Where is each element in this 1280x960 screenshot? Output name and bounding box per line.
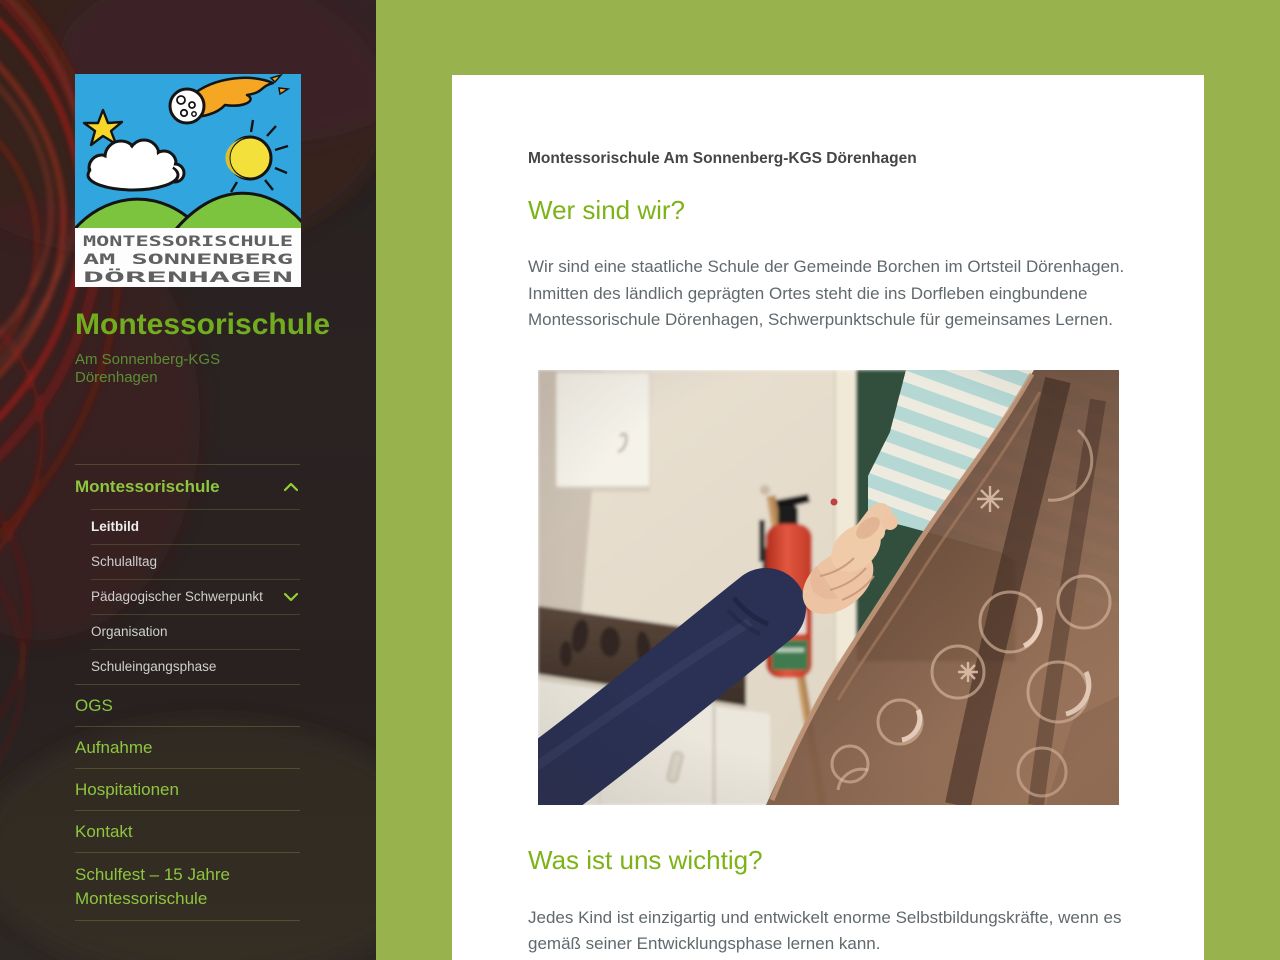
submenu-collapse-button[interactable] (282, 479, 300, 496)
nav-item-aufnahme[interactable] (75, 726, 300, 768)
nav-subitem-paedagogischer-schwerpunkt[interactable] (91, 579, 300, 614)
sidebar (0, 0, 376, 960)
logo-line-1: MONTESSORISCHULE (83, 234, 293, 250)
handshake-photo (538, 370, 1119, 805)
nav-item-schulfest[interactable] (75, 852, 300, 921)
main-content (452, 75, 1204, 960)
article-card (452, 75, 1204, 960)
chevron-up-icon (284, 483, 298, 492)
site-logo[interactable] (75, 74, 301, 287)
school-logo-image (75, 74, 301, 287)
nav-subitem-label: Schulalltag (91, 554, 158, 569)
paragraph-wer-sind-wir: Wir sind eine staatliche Schule der Gemeinde Borchen im Ortsteil Dörenhagen. Inmitten des ländlich geprägten Ortes steht die ins Dorfleben eingbundene Montessorischule Dörenhagen, Schwerpunktschule für gemeinsames Lernen. (528, 257, 1125, 329)
nav-subitem-label: Organisation (91, 624, 168, 639)
nav-subitem-label: Leitbild (91, 519, 139, 534)
site-tagline: Am Sonnenberg-KGS Dörenhagen (75, 351, 221, 386)
section-heading-was-ist-uns-wichtig: Was ist uns wichtig? (528, 844, 763, 875)
nav-subitem-label: Schuleingangsphase (91, 659, 217, 674)
nav-item-kontakt[interactable] (75, 810, 300, 852)
nav-subitem-leitbild[interactable] (91, 509, 300, 544)
nav-item-montessorischule[interactable] (75, 464, 300, 509)
nav-item-label: OGS (75, 696, 113, 715)
nav-item-ogs[interactable] (75, 684, 300, 726)
logo-line-3: DÖRENHAGEN (83, 270, 171, 286)
primary-navigation (75, 464, 300, 921)
chevron-down-icon (284, 593, 298, 602)
nav-subitem-schuleingangsphase[interactable] (91, 649, 300, 684)
nav-item-label: Hospitationen (75, 780, 179, 799)
site-title[interactable]: Montessorischule (75, 308, 331, 341)
nav-item-hospitationen[interactable] (75, 768, 300, 810)
entry-title: Montessorischule Am Sonnenberg-KGS Dörenhagen (528, 150, 917, 167)
nav-subitem-schulalltag[interactable] (91, 544, 300, 579)
nav-item-label: Montessorischule (75, 477, 220, 496)
submenu-expand-button[interactable] (282, 589, 300, 606)
sidebar-content (0, 0, 331, 921)
nav-item-label: Schulfest – 15 Jahre Montessorischule (75, 865, 230, 908)
nav-item-label: Kontakt (75, 822, 133, 841)
nav-item-label: Aufnahme (75, 738, 153, 757)
logo-line-2: AM SONNENBERG (83, 252, 293, 268)
handshake-photo-image (538, 370, 1119, 805)
nav-subitem-organisation[interactable] (91, 614, 300, 649)
section-heading-wer-sind-wir: Wer sind wir? (528, 195, 686, 225)
submenu-montessorischule (75, 509, 300, 684)
paragraph-was-ist-uns-wichtig: Jedes Kind ist einzigartig und entwickelt enorme Selbstbildungskräfte, wenn es gemäß seiner Entwicklungsphase lernen kann. (528, 907, 1122, 953)
nav-subitem-label: Pädagogischer Schwerpunkt (91, 589, 263, 604)
